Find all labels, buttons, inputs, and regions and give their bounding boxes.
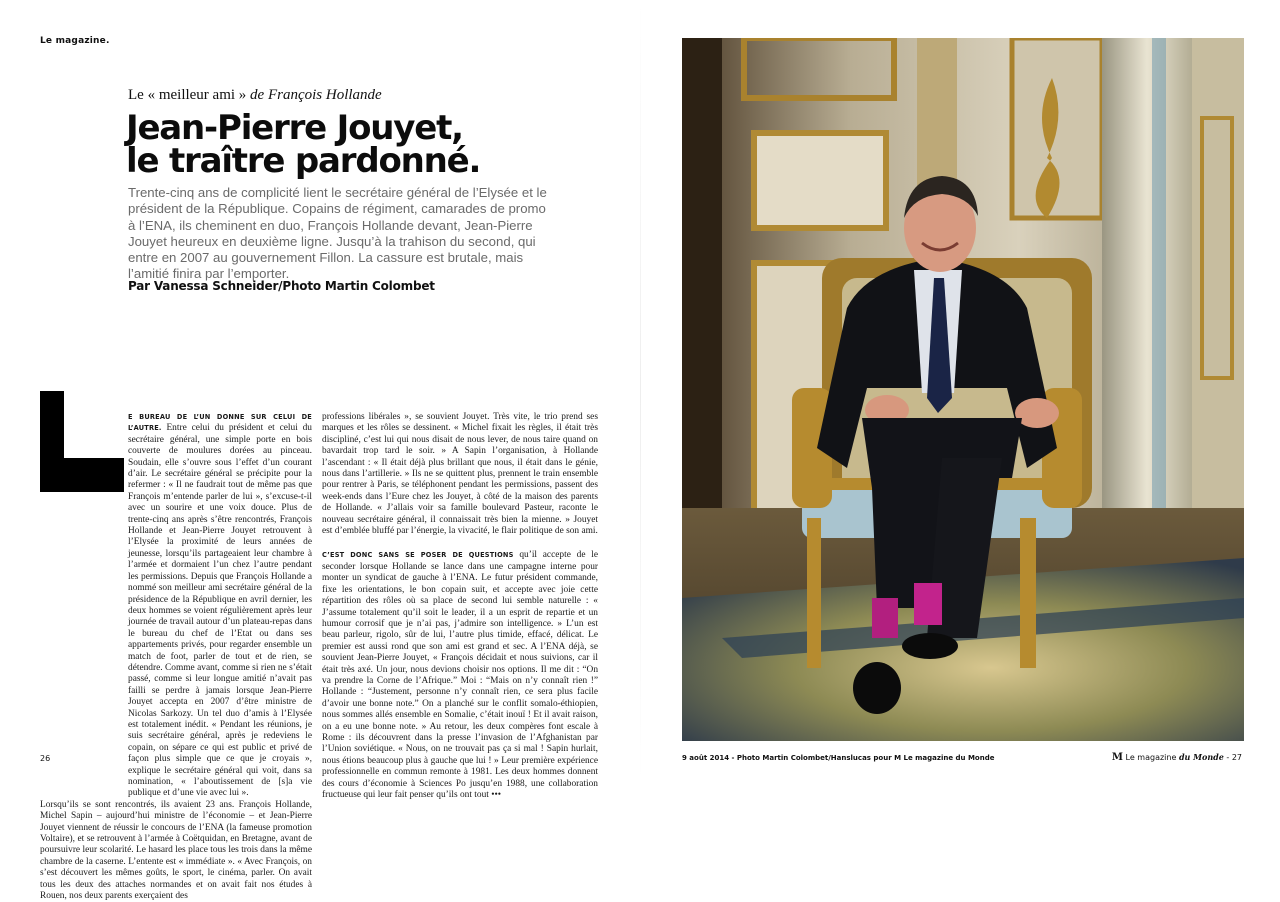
headline-line2: le traître pardonné. (126, 141, 481, 181)
section-caps: C’EST DONC SANS SE POSER DE QUESTIONS (322, 551, 514, 560)
article-column-2 (322, 412, 598, 801)
footer-mag: Le magazine (1122, 753, 1179, 762)
paragraph-section (322, 550, 598, 801)
headline (126, 108, 481, 181)
section-text: qu’il accepte de le seconder lorsque Hollande se lance dans une campagne interne pour monter un syndicat de gauche à l’ENA. Le futur président commande, fixe les orientations, le bon copain suit, et accepte avec joie cette répartition des rôles où sa place de second lui semble naturelle : « J’assume totalement qu’il soit le leader, il a un esprit de repartie et un humour corrosif que je n’ai pas, j’admire son intelligence. » L’un est beau parleur, rigolo, sûr de lui, l’autre plus timide, effacé, délicat. Le premier est aussi rond que son ami est grand et sec. A l’ENA déjà, se souvient Jean-Pierre Jouyet, « François décidait et nous suivions, car il était très axé. Un jour, nous devions choisir nos options. Il me dit : “On va prendre la Corne de l’Afrique.” Moi : “Mais on n’y connaît rien !” Hollande : “Justement, personne n’y connaît rien, ce sera plus facile d’avoir une bonne note.” On a planché sur le conflit somalo-éthiopien, nous sommes allés ensemble en Somalie, c’était inouï ! Et il avait raison, on a eu une bonne note. » Au retour, les deux compères font escale à Rome : ils découvrent dans la presse l’invasion de l’Afghanistan par l’Union soviétique. « Nous, on ne trouvait pas ça si mal ! Sapin hurlait, nous étions beaucoup plus à gauche que lui ! » Leur première expérience professionnelle en commun remonte à 1981. Les deux hommes donnent des cours d’économie à Sciences Po jusqu’en 1988, une collaboration fructueuse qui leur fait penser qu’ils ont tout ••• (322, 550, 598, 800)
m-logo: M (1111, 752, 1123, 763)
photo-credit: 9 août 2014 - Photo Martin Colombet/Hanslucas pour M Le magazine du Monde (682, 754, 995, 762)
paragraph: professions libérales », se souvient Jouyet. Très vite, le trio prend ses marques et les rôles se dessinent. « Michel fixait les règles, il était très discipliné, c’est lui qui nous disait de nous lever, de nous taire quand on bavardait trop tard le soir. » A Sapin l’organisation, à Hollande l’ascendant : « Il était déjà plus brillant que nous, il était dans le génie, nous dans l’artillerie. » Ils ne se quittent plus, prennent le train ensemble pour rentrer à Paris, se téléphonent pendant les permissions, passent des week-ends dans l’Eure chez les Jouyet, à côté de la maison des parents de Hollande. « J’allais voir sa famille boulevard Pasteur, raconte le nouveau secrétaire général, il connaissait très bien la mienne. » Jouyet est d’emblée bluffé par l’énergie, la vivacité, le flair politique de son ami. (322, 412, 598, 537)
kicker (128, 87, 382, 104)
paragraph: Lorsqu’ils se sont rencontrés, ils avaient 23 ans. François Hollande, Michel Sapin – aujourd’hui ministre de l’économie – et Jean-Pierre Jouyet viennent de réussir le concours de l’ENA (la fameuse promotion Voltaire), et se retrouvent à l’armée à Coëtquidan, en Bretagne, avant de poursuivre leur scolarité. Le hasard les place tous les trois dans la même chambre de la caserne. L’entente est « immédiate ». « Avec François, on s’est découvert les mêmes goûts, le sport, le cinéma, parler. On avait tous les deux des attaches normandes et on avait fait nos études à Rouen, nos deux parents exerçaient des (40, 799, 312, 902)
lead-caps: E BUREAU DE L’UN DONNE SUR CELUI DE L’AUTRE. (128, 413, 312, 433)
lead-text: Entre celui du président et celui du secrétaire général, une simple porte en bois couverte de moulures dorées au pinceau. Soudain, elle s’ouvre sous l’effet d’un courant d’air. Le secrétaire général se précipite pour la refermer : « Il ne faudrait tout de même pas que François m’entende parler de lui », s’excuse-t-il avec un sourire et une voix douce. Plus de trente-cinq ans après s’être rencontrés, François Hollande et Jean-Pierre Jouyet retrouvent à l’Elysée la proximité de leurs années de jeunesse, lorsqu’ils partageaient leur chambre à l’armée et dormaient l’un chez l’autre pendant les permissions. Depuis que François Hollande a nommé son meilleur ami secrétaire général de la présidence de la République en avril dernier, les deux hommes se voient régulièrement après leur journée de travail autour d’un plateau-repas dans le bureau du chef de l’Etat ou dans ses appartements privés, pour regarder ensemble un match de foot, parler de tout et de rien, se détendre. Comme avant, comme si rien ne s’était passé, comme si leur longue amitié n’avait pas failli se perdre à jamais lorsque Jean-Pierre Jouyet accepta en 2007 d’être ministre de Nicolas Sarkozy. Un tel duo d’amis à l’Elysée est totalement inédit. « Pendant les réunions, je suis secrétaire général, après je redeviens le copain, on sépare ce qui est public et privé de façon plus simple que ce que je croyais », explique le secrétaire général qui voit, dans sa nomination, « l’aboutissement de [s]a vie publique et d’une vie avec lui ». (128, 423, 312, 799)
kicker-italic: de François Hollande (250, 87, 382, 103)
byline: Par Vanessa Schneider/Photo Martin Colombet (128, 279, 435, 293)
portrait-photo (682, 38, 1244, 741)
standfirst: Trente-cinq ans de complicité lient le secrétaire général de l’Elysée et le président de la République. Copains de régiment, camarades de promo à l’ENA, ils cheminent en duo, François Hollande devant, Jean-Pierre Jouyet heureux en deuxième ligne. Jusqu’à la trahison du second, qui entre en 2007 au gouvernement Fillon. La cassure est brutale, mais l’amitié finira par l’emporter. (128, 185, 547, 282)
kicker-plain: Le « meilleur ami » (128, 87, 251, 103)
headline-line1: Jean-Pierre Jouyet, (126, 108, 463, 148)
page-footer-right (1112, 752, 1242, 763)
page-number-left: 26 (40, 754, 51, 763)
article-column-1 (40, 412, 312, 902)
page-gutter (640, 0, 641, 782)
page-number-right: - 27 (1223, 753, 1242, 762)
portrait-photo-illustration (682, 38, 1244, 741)
footer-monde: du Monde (1178, 752, 1224, 762)
paragraph-lead (40, 412, 312, 800)
section-label: Le magazine. (40, 36, 110, 46)
